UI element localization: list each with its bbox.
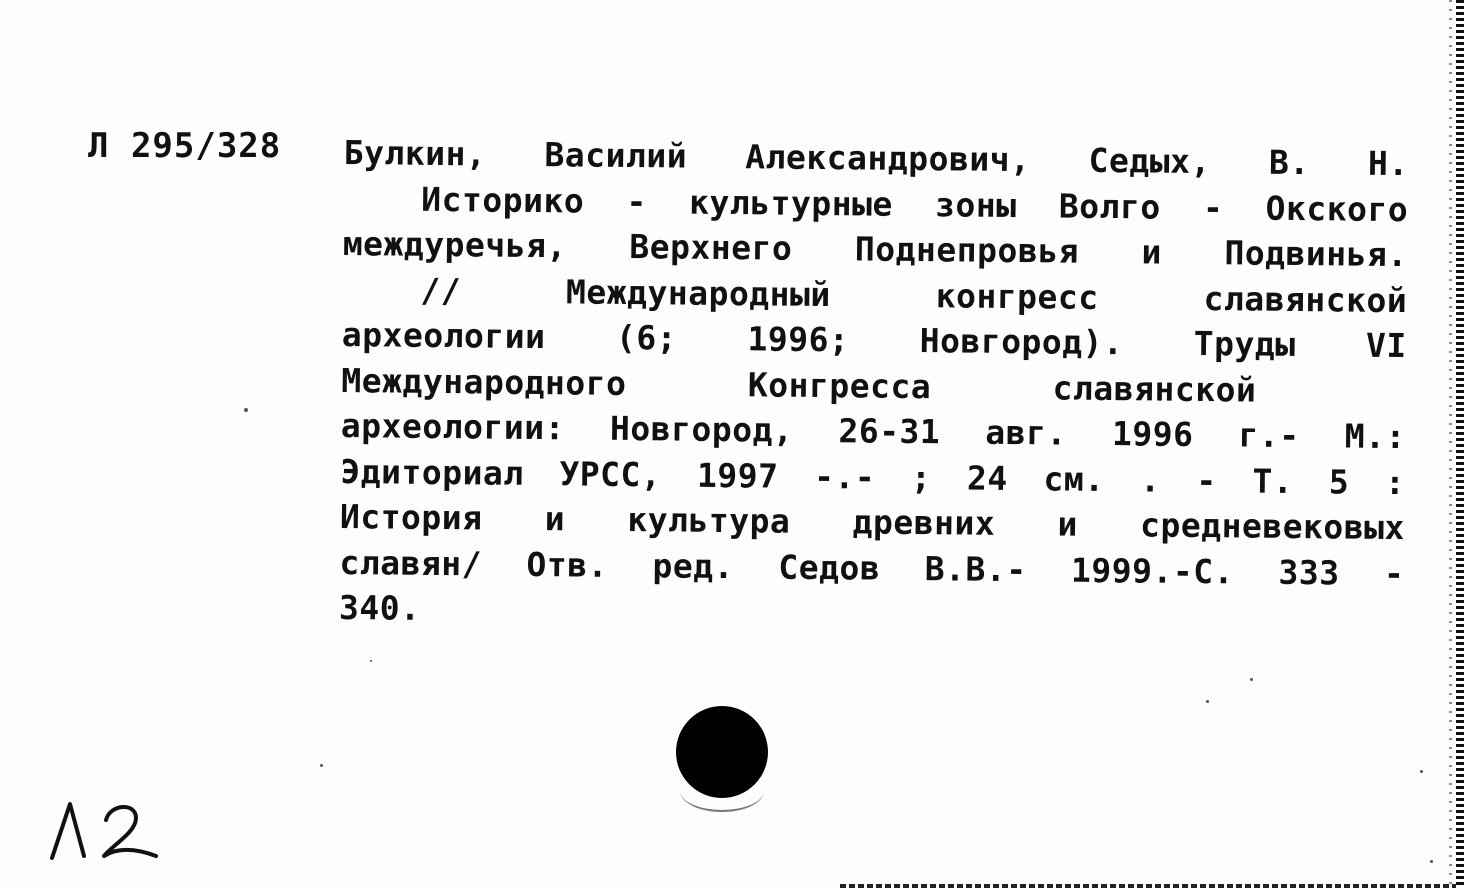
punch-hole — [676, 706, 768, 798]
entry-line: // Международный конгресс славянской — [420, 270, 1408, 320]
speck — [1206, 700, 1209, 703]
entry-line: славян/ Отв. ред. Седов В.В.- 1999.-С. 333 - — [339, 542, 1405, 593]
entry-line: Булкин, Василий Александрович, Седых, В. Н. — [343, 132, 1409, 184]
entry-line: Эдиториал УРСС, 1997 -.- ; 24 см. . - Т. 5 : — [340, 451, 1406, 502]
card-edge-right — [1456, 0, 1464, 888]
speck — [1430, 860, 1433, 863]
card-edge-bottom — [840, 884, 1456, 888]
entry-line: 340. — [338, 587, 421, 628]
entry-line: История и культура древних и средневековых — [339, 496, 1406, 548]
entry-line: Международного Конгресса славянской — [341, 360, 1257, 410]
entry-line: междуречья, Верхнего Поднепровья и Подвинья. — [342, 223, 1408, 275]
speck — [1250, 678, 1253, 681]
entry-line: Историко - культурные зоны Волго - Окского — [421, 179, 1409, 229]
entry-line: археологии: Новгород, 26-31 авг. 1996 г.- М.: — [340, 405, 1407, 457]
card-edge-shadow — [1449, 0, 1452, 888]
entry-line: археологии (6; 1996; Новгород). Труды VI — [341, 314, 1408, 366]
shelfmark: Л 295/328 — [88, 126, 282, 166]
speck — [1420, 770, 1423, 773]
handwritten-note-icon — [44, 790, 174, 865]
speck — [320, 764, 323, 767]
bibliographic-entry — [339, 130, 1409, 642]
speck — [370, 660, 372, 662]
speck — [244, 408, 248, 412]
